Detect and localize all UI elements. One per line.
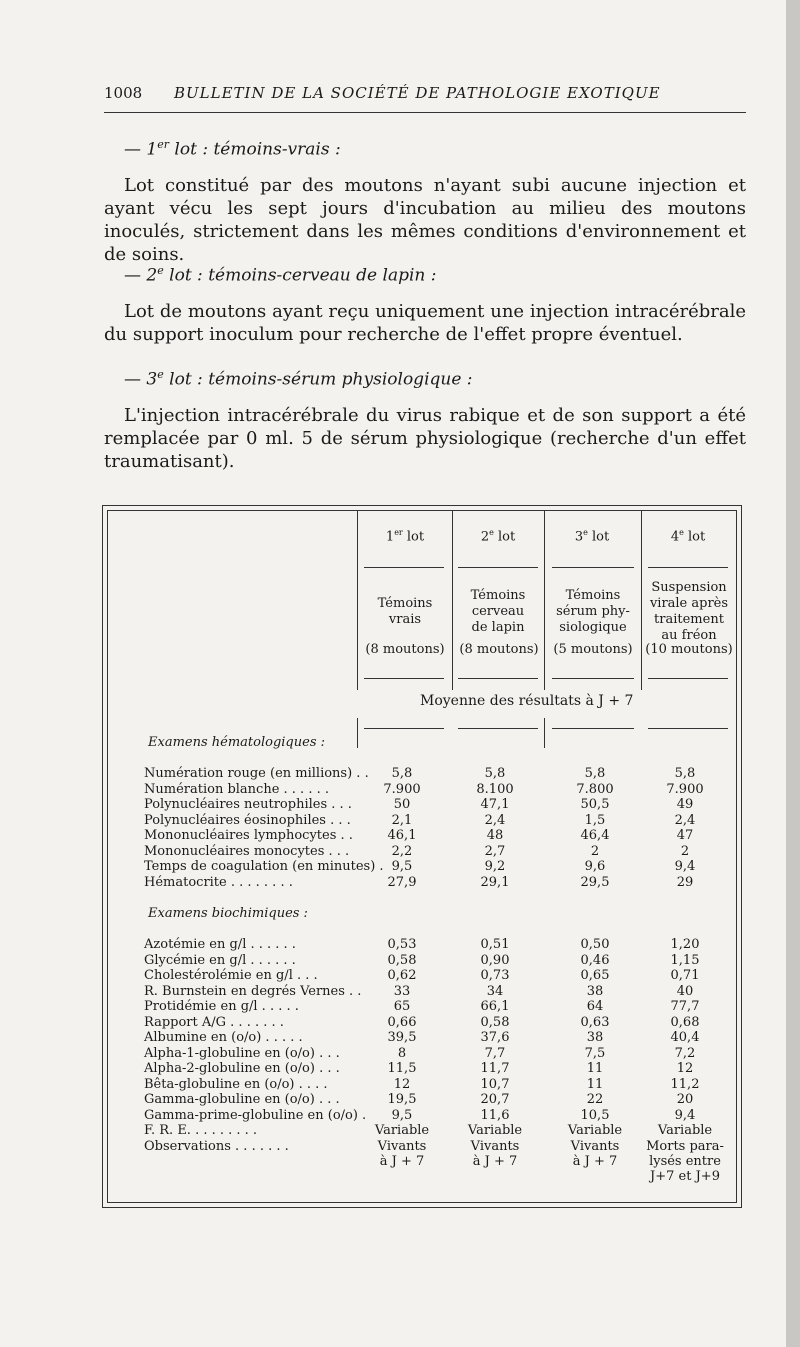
table-row <box>0 984 800 999</box>
cell-value: 11 <box>586 1076 604 1092</box>
cell-value: 0,73 <box>480 968 510 983</box>
cell-value: 0,58 <box>387 952 417 968</box>
cell-value: 11,2 <box>670 1076 700 1092</box>
row-label: Mononucléaires monocytes . . . <box>144 843 350 859</box>
col-2-count: (8 moutons) <box>459 642 539 657</box>
row-label: Alpha-2-globuline en (o/o) . . . <box>144 1061 340 1076</box>
cell-value: 0,63 <box>580 1014 610 1030</box>
row-label: Numération blanche . . . . . . <box>144 781 329 797</box>
cell-value: 27,9 <box>387 874 417 890</box>
cell-value: Variable <box>657 1123 713 1138</box>
cell-value: 10,7 <box>480 1076 510 1092</box>
table-row <box>0 828 800 843</box>
row-label: Temps de coagulation (en minutes) . <box>144 859 384 874</box>
col-divider <box>544 510 545 690</box>
row-label: F. R. E. . . . . . . . . <box>144 1123 258 1138</box>
col-rule <box>458 567 538 568</box>
row-label: Polynucléaires neutrophiles . . . <box>144 797 352 812</box>
table-row <box>0 1123 800 1138</box>
lot-3-heading: — 3e lot : témoins-sérum physiologique : <box>124 368 473 390</box>
col-divider <box>544 718 545 748</box>
table-row <box>0 782 800 797</box>
cell-value: 50 <box>393 797 411 812</box>
cell-value: 22 <box>586 1092 604 1107</box>
page-number: 1008 <box>104 84 143 102</box>
row-label: Albumine en (o/o) . . . . . <box>144 1030 303 1045</box>
page-edge <box>786 0 800 1347</box>
cell-value: 40 <box>676 983 694 999</box>
cell-value: 77,7 <box>670 999 700 1014</box>
cell-value: 0,50 <box>580 937 610 952</box>
cell-value: 12 <box>676 1061 694 1076</box>
cell-value: Variable <box>567 1123 623 1138</box>
col-4-heading: 4e lot <box>670 528 706 545</box>
cell-value: 2,1 <box>391 812 413 828</box>
cell-value: 2,7 <box>484 843 506 859</box>
row-label: Numération rouge (en millions) . . <box>144 766 369 781</box>
cell-value: 8 <box>397 1045 407 1061</box>
cell-value: 38 <box>586 1030 604 1045</box>
cell-value: 50,5 <box>580 797 610 812</box>
cell-value: 0,66 <box>387 1014 417 1030</box>
row-label: Hématocrite . . . . . . . . <box>144 874 293 890</box>
row-label: Gamma-globuline en (o/o) . . . <box>144 1092 340 1107</box>
col-4-count: (10 moutons) <box>645 642 733 657</box>
row-label: Glycémie en g/l . . . . . . <box>144 952 296 968</box>
cell-value: 9,4 <box>674 1107 696 1123</box>
table-row <box>0 1092 800 1107</box>
cell-value: 47,1 <box>480 797 510 812</box>
table-row <box>0 844 800 859</box>
col-1-description: Témoins vrais <box>377 596 433 627</box>
cell-value: 7.800 <box>576 781 614 797</box>
col-3-heading: 3e lot <box>574 528 610 545</box>
page-header <box>104 84 744 106</box>
cell-value: 0,53 <box>387 937 417 952</box>
cell-value: 10,5 <box>580 1107 610 1123</box>
col-1-count: (8 moutons) <box>365 642 445 657</box>
col-2-description: Témoins cerveau de lapin <box>470 588 526 635</box>
cell-value: 7,2 <box>674 1045 696 1061</box>
cell-value: 2 <box>590 843 600 859</box>
row-label: Alpha-1-globuline en (o/o) . . . <box>144 1045 340 1061</box>
row-label: Observations . . . . . . . <box>144 1138 289 1154</box>
col-rule <box>648 678 728 679</box>
table-row <box>0 1138 800 1184</box>
row-label: Azotémie en g/l . . . . . . <box>144 937 296 952</box>
section-title-hematology: Examens hématologiques : <box>148 735 325 750</box>
table-row <box>0 797 800 812</box>
table-row <box>0 999 800 1014</box>
cell-value: 0,58 <box>480 1014 510 1030</box>
row-label: Bêta-globuline en (o/o) . . . . <box>144 1076 328 1092</box>
col-rule <box>364 678 444 679</box>
cell-value: 34 <box>486 983 504 999</box>
col-rule <box>552 567 634 568</box>
cell-value: 9,6 <box>584 859 606 874</box>
cell-value: 5,8 <box>391 766 413 781</box>
cell-value: 2 <box>680 843 690 859</box>
cell-value: 20,7 <box>480 1092 510 1107</box>
col-divider <box>357 718 358 748</box>
cell-value: Variable <box>374 1123 430 1138</box>
cell-value: 11,7 <box>480 1061 510 1076</box>
cell-value: 49 <box>676 797 694 812</box>
row-label: Mononucléaires lymphocytes . . <box>144 828 353 843</box>
col-2-heading: 2e lot <box>480 528 516 545</box>
cell-value: 1,20 <box>670 937 700 952</box>
cell-value: 5,8 <box>484 766 506 781</box>
header-rule <box>104 112 746 113</box>
table-row <box>0 1030 800 1045</box>
cell-value: 9,5 <box>391 1107 413 1123</box>
row-label: Cholestérolémie en g/l . . . <box>144 968 318 983</box>
cell-value: 5,8 <box>674 766 696 781</box>
lot-2-heading: — 2e lot : témoins-cerveau de lapin : <box>124 264 437 286</box>
cell-value: 38 <box>586 983 604 999</box>
cell-value: 64 <box>586 999 604 1014</box>
row-label: R. Burnstein en degrés Vernes . . <box>144 983 362 999</box>
cell-value: Vivants à J + 7 <box>570 1138 620 1169</box>
cell-value: 46,1 <box>387 828 417 843</box>
table-row <box>0 1108 800 1123</box>
table-row <box>0 937 800 952</box>
row-label: Polynucléaires éosinophiles . . . <box>144 812 351 828</box>
cell-value: 7,7 <box>484 1045 506 1061</box>
cell-value: Vivants à J + 7 <box>470 1138 520 1169</box>
cell-value: 65 <box>393 999 411 1014</box>
cell-value: 29,1 <box>480 874 510 890</box>
col-rule <box>458 678 538 679</box>
cell-value: 11,6 <box>480 1107 510 1123</box>
cell-value: 2,2 <box>391 843 413 859</box>
cell-value: 7.900 <box>666 781 704 797</box>
cell-value: 0,68 <box>670 1014 700 1030</box>
cell-value: 46,4 <box>580 828 610 843</box>
cell-value: 9,2 <box>484 859 506 874</box>
table-row <box>0 1077 800 1092</box>
cell-value: 37,6 <box>480 1030 510 1045</box>
row-label: Protidémie en g/l . . . . . <box>144 999 299 1014</box>
lot-1-heading: — 1er lot : témoins-vrais : <box>124 138 341 160</box>
table-row <box>0 766 800 781</box>
col-rule <box>552 678 634 679</box>
cell-value: 5,8 <box>584 766 606 781</box>
table-row <box>0 1046 800 1061</box>
cell-value: 33 <box>393 983 411 999</box>
table-row <box>0 953 800 968</box>
cell-value: 29 <box>676 874 694 890</box>
cell-value: 19,5 <box>387 1092 417 1107</box>
cell-value: Variable <box>467 1123 523 1138</box>
cell-value: Vivants à J + 7 <box>377 1138 427 1169</box>
cell-value: 40,4 <box>670 1030 700 1045</box>
cell-value: 9,5 <box>391 859 413 874</box>
cell-value: 0,51 <box>480 937 510 952</box>
cell-value: Morts para- lysés entre J+7 et J+9 <box>646 1138 724 1184</box>
table-row <box>0 1061 800 1076</box>
row-label: Gamma-prime-globuline en (o/o) . <box>144 1107 367 1123</box>
col-rule <box>458 728 538 729</box>
moyenne-label: Moyenne des résultats à J + 7 <box>420 693 634 709</box>
table-row <box>0 813 800 828</box>
col-3-count: (5 moutons) <box>553 642 633 657</box>
cell-value: 11,5 <box>387 1061 417 1076</box>
cell-value: 47 <box>676 828 694 843</box>
cell-value: 1,15 <box>670 952 700 968</box>
cell-value: 2,4 <box>674 812 696 828</box>
cell-value: 9,4 <box>674 859 696 874</box>
col-rule <box>364 567 444 568</box>
cell-value: 12 <box>393 1076 411 1092</box>
table-row <box>0 1015 800 1030</box>
cell-value: 39,5 <box>387 1030 417 1045</box>
col-4-description: Suspension virale après traitement au fréon <box>649 580 729 643</box>
col-3-description: Témoins sérum phy- siologique <box>556 588 630 635</box>
cell-value: 7.900 <box>383 781 421 797</box>
table-row <box>0 968 800 983</box>
col-divider <box>641 510 642 690</box>
lot-2-text: Lot de moutons ayant reçu uniquement une injection intracérébrale du support inoculum pour recherche de l'effet propre éventuel. <box>104 301 746 345</box>
cell-value: 8.100 <box>476 781 514 797</box>
table-row <box>0 875 800 890</box>
cell-value: 0,62 <box>387 968 417 983</box>
cell-value: 0,46 <box>580 952 610 968</box>
row-label: Rapport A/G . . . . . . . <box>144 1014 284 1030</box>
cell-value: 7,5 <box>584 1045 606 1061</box>
cell-value: 20 <box>676 1092 694 1107</box>
cell-value: 0,65 <box>580 968 610 983</box>
col-rule <box>648 567 728 568</box>
cell-value: 11 <box>586 1061 604 1076</box>
lot-1-text: Lot constitué par des moutons n'ayant subi aucune injection et ayant vécu les sept jours d'incubation au milieu des moutons inoculés, strictement dans les mêmes conditions d'environnement et de soins. <box>104 175 746 265</box>
table-row <box>0 859 800 874</box>
cell-value: 48 <box>486 828 504 843</box>
cell-value: 0,71 <box>670 968 700 983</box>
cell-value: 2,4 <box>484 812 506 828</box>
section-title-biochemistry: Examens biochimiques : <box>148 906 308 921</box>
cell-value: 29,5 <box>580 874 610 890</box>
col-divider <box>357 510 358 690</box>
running-title: BULLETIN DE LA SOCIÉTÉ DE PATHOLOGIE EXOTIQUE <box>174 84 661 102</box>
col-rule <box>648 728 728 729</box>
cell-value: 66,1 <box>480 999 510 1014</box>
col-rule <box>552 728 634 729</box>
col-rule <box>364 728 444 729</box>
cell-value: 1,5 <box>584 812 606 828</box>
col-1-heading: 1er lot <box>385 528 425 545</box>
lot-3-text: L'injection intracérébrale du virus rabique et de son support a été remplacée par 0 ml. 5 de sérum physiologique (recherche d'un effet traumatisant). <box>104 405 746 472</box>
cell-value: 0,90 <box>480 952 510 968</box>
